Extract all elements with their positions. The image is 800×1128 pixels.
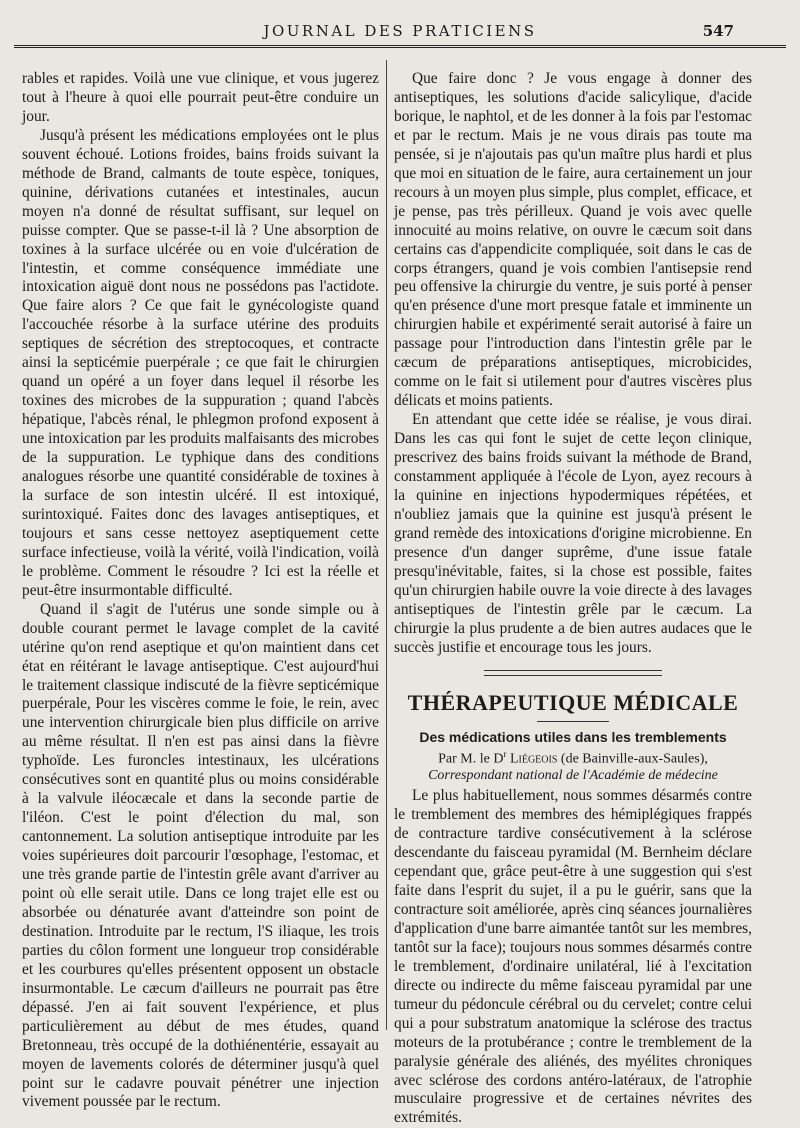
author-name: Liégeois — [509, 751, 558, 767]
title-rule — [537, 721, 609, 722]
byline-superscript: r — [503, 748, 507, 759]
paragraph: En attendant que cette idée se réalise, je vous dirai. Dans les cas qui font le sujet de cette leçon clinique, prescrivez des bains froids suivant la méthode de Brand, constamment appliquée à l'école de Lyon, ayez recours à la quinine en injections hypodermiques répétées, et n'oubliez jamais que la quinine est jusqu'à présent le grand remède des intoxications d'origine microbienne. En presence d'un danger suprême, d'une issue fatale presqu'inévitable, faites, si la chose est possible, faites qu'un chirurgien habile ouvre la voie directe à des lavages antiseptiques de l'intestin grêle par le cæcum. La chirurgie la plus prudente a de bien autres audaces que le succès justifie et encourage tous les jours. — [394, 411, 752, 656]
section-title: THÉRAPEUTIQUE MÉDICALE — [407, 689, 739, 715]
byline — [394, 746, 752, 768]
page-number: 547 — [702, 22, 734, 40]
paragraph: Jusqu'à présent les médications employées ont le plus souvent échoué. Lotions froides, bains froids suivant la méthode de Brand, calmants de toute espèce, toniques, quinine, dérivations cutanées et intestinales, aucun moyen n'a donné de résultat suffisant, sur lequel on puisse compter. Que se passe-t-il là ? Une absorption de toxines à la surface ulcérée ou en voie d'ulcération de l'intestin, et comme conséquence immédiate une intoxication aiguë dont nous ne possédons pas l'actidote. Que faire alors ? Ce que fait le gynécologiste quand l'accouchée résorbe à la surface utérine des produits septiques de sécrétion des streptocoques, et contracte ainsi la septicémie puerpérale ; ce que fait le chirurgien quand un opéré a un foyer dans lequel il résorbe les toxines des microbes de la suppuration ; quand l'abcès hépatique, l'abcès rénal, le phlegmon profond exposent à une intoxication par les produits malfaisants des microbes de la suppuration. Le typhique dans des conditions analogues résorbe une quantité considérable de toxines à la surface de son intestin ulcéré. Il est intoxiqué, surintoxiqué. Faites donc des lavages antiseptiques, et toujours et sans cesse nettoyez aseptiquement cette surface infectieuse, voilà la vérité, voilà l'indication, voilà le problème. Comment le résoudre ? Ici est la réelle et peut-être insurmontable difficulté. — [22, 126, 379, 599]
running-head — [14, 22, 786, 46]
header-rule — [14, 45, 786, 48]
section-separator — [484, 670, 662, 676]
byline-prefix: Par M. le D — [438, 751, 504, 767]
left-column — [22, 70, 379, 1112]
author-affiliation: Correspondant national de l'Académie de médecine — [428, 768, 718, 784]
paragraph: rables et rapides. Voilà une vue clinique, et vous jugerez tout à l'heure à quoi elle pourrait peut-être conduire un jour. — [22, 70, 379, 125]
paragraph: Que faire donc ? Je vous engage à donner des antiseptiques, les solutions d'acide salicylique, d'acide borique, le naphtol, et de les donner à la fois par l'estomac et par le rectum. Mais je ne vous dirais pas toute ma pensée, si je n'ajoutais pas qu'un maître plus hardi et plus que moi en situation de le faire, aura certainement un jour recours à un moyen plus simple, plus complet, efficace, et je pense, pas très périlleux. Quand je vois avec quelle innocuité au moins relative, on ouvre le cæcum soit dans certains cas d'appendicite compliquée, soit dans le cas de corps étrangers, quand je vois combien l'antisepsie rend peu offensive la chirurgie du ventre, je suis porté à penser qu'en présence d'une mort presque fatale et imminente un chirurgien habile et expérimenté serait autorisé à faire un passage pour l'introduction dans l'intestin grêle par le cæcum de préparations antiseptiques, microbicides, comme on le fait si utilement pour d'autres viscères plus délicats et moins patients. — [394, 70, 752, 410]
right-column — [394, 70, 752, 1128]
paragraph: Le plus habituellement, nous sommes désarmés contre le tremblement des membres des hémiplégiques frappés de contracture tardive consécutivement à la sclérose descendante du faisceau pyramidal (M. Bernheim déclare cependant que, grâce peut-être à une suggestion qui s'est faite dans l'esprit du sujet, il a pu le guérir, sans que la contracture soit améliorée, après cinq séances journalières d'application d'une barre aimantée tantôt sur les membres, tantôt sur la face); toujours nous sommes désarmés contre le tremblement, d'ordinaire unilatéral, lié à l'excitation directe ou indirecte du même faisceau pyramidal par une tumeur du pédoncule cérébral ou du cervelet; contre celui qui a pour substratum anatomique la sclérose des tractus moteurs de la protubérance ; contre le tremblement de la paralysie générale des aliénés, des myélites chroniques avec sclérose des cordons antéro-latéraux, de l'atrophie musculaire progressive et de certaines névrites des extrémités. — [394, 787, 752, 1127]
paragraph: Quand il s'agit de l'utérus une sonde simple ou à double courant permet le lavage complet de la cavité utérine qu'on rend aseptique et qu'on maintient dans cet état en réitérant le lavage antiseptique. C'est aujourd'hui le traitement classique indiscuté de la fièvre septicémique puerpérale, Pour les viscères comme le foie, le rein, avec une intervention chirurgicale bien plus difficile on arrive au même résultat. Il n'en est pas ainsi dans la fièvre typhoïde. Les furoncles intestinaux, les ulcérations consécutives sont en quantité plus ou moins considérable à la valvule iléocæcale et dans la seconde partie de l'iléon. C'est le point d'élection du mal, son cantonnement. La solution antiseptique introduite par les voies supérieures doit parcourir l'œsophage, l'estomac, et une très grande partie de l'intestin grêle avant d'arriver au point où elle serait utile. Dans ce long trajet elle est ou absorbée ou dénaturée avant d'atteindre son point de destination. Introduite par le rectum, l'S iliaque, les trois parties du côlon forment une longueur trop considérable et les courbures qu'elles présentent opposent un obstacle insurmontable. Le cæcum d'ailleurs ne pourrait pas être dépassé. J'en ai fait souvent l'expérience, et plus particulièrement au début de mes études, quand Bretonneau, très occupé de la dothiénentérie, essayait au moyen de lavements colorés de déterminer jusqu'à quel point sur le cadavre pouvait pénétrer une injection vivement poussée par le rectum. — [22, 600, 379, 1111]
column-divider — [386, 60, 387, 1030]
byline-suffix: (de Bainville-aux-Saules), — [560, 751, 708, 767]
article-title: Des médications utiles dans les tremblements — [419, 728, 727, 745]
journal-title: JOURNAL DES PRATICIENS — [263, 22, 537, 40]
